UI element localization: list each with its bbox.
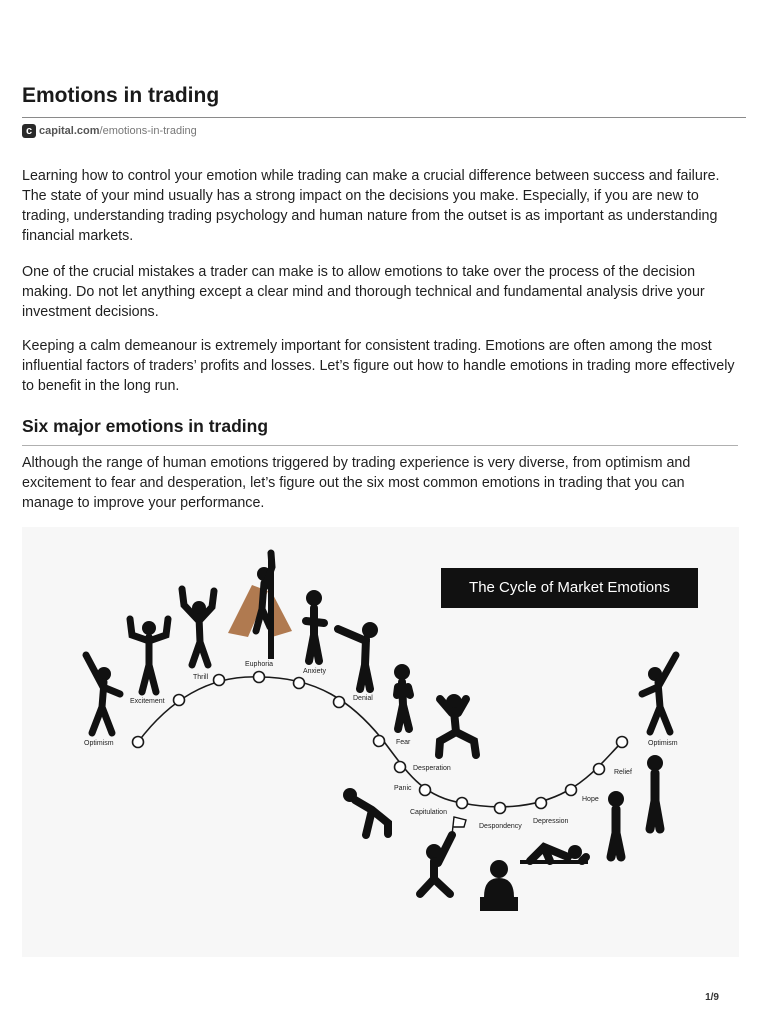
stage-node bbox=[133, 737, 144, 748]
stage-label: Optimism bbox=[648, 740, 678, 747]
stage-node bbox=[294, 678, 305, 689]
intro-paragraph-3: Keeping a calm demeanour is extremely important for consistent trading. Emotions are often among the most influential factors of traders’ profits and losses. Let’s figure out how to handle emotions in trading more effectively to benefit in the long run. bbox=[22, 338, 735, 394]
intro-paragraph-2: One of the crucial mistakes a trader can make is to allow emotions to take over the process of the decision making. Do not let anything except a clear mind and thorough technical and fundamental analysis drive your investment decisions. bbox=[22, 264, 705, 320]
page-title: Emotions in trading bbox=[22, 84, 220, 107]
stage-node bbox=[420, 785, 431, 796]
stage-label: Thrill bbox=[193, 674, 209, 681]
stage-label: Relief bbox=[614, 769, 632, 776]
capitulation-figure bbox=[420, 817, 466, 894]
stage-node bbox=[395, 762, 406, 773]
thrill-figure bbox=[182, 589, 214, 665]
figure-title: The Cycle of Market Emotions bbox=[441, 568, 698, 608]
stage-node bbox=[174, 695, 185, 706]
stage-node bbox=[214, 675, 225, 686]
fear-figure bbox=[394, 664, 410, 729]
stage-label: Capitulation bbox=[410, 809, 447, 816]
intro-paragraph-1: Learning how to control your emotion while trading can make a crucial difference between success and failure. The state of your mind usually has a strong impact on the decisions you make. Especially, if you are new to trading, understanding trading psychology and human nature from the outset is as important as understanding financial markets. bbox=[22, 168, 720, 244]
stage-node bbox=[594, 764, 605, 775]
page-number: 1/9 bbox=[705, 992, 719, 1003]
stage-label: Despondency bbox=[479, 823, 522, 830]
stage-label: Denial bbox=[353, 695, 373, 702]
anxiety-figure bbox=[306, 590, 324, 661]
stage-label: Euphoria bbox=[245, 661, 274, 668]
depression-figure bbox=[520, 845, 588, 864]
stage-node bbox=[617, 737, 628, 748]
emotions-cycle-figure bbox=[22, 527, 739, 957]
stage-label: Depression bbox=[533, 818, 569, 825]
stage-node bbox=[334, 697, 345, 708]
stage-label: Fear bbox=[396, 739, 411, 746]
desperation-figure bbox=[439, 694, 476, 755]
source-domain: capital.com bbox=[39, 125, 100, 137]
section-divider bbox=[22, 445, 738, 446]
stage-label: Desperation bbox=[413, 765, 451, 772]
stage-node bbox=[457, 798, 468, 809]
stage-node bbox=[566, 785, 577, 796]
optimism-figure bbox=[86, 655, 120, 733]
capital-logo-icon: c bbox=[22, 124, 36, 138]
denial-figure bbox=[338, 622, 378, 689]
stage-node bbox=[254, 672, 265, 683]
source-link[interactable] bbox=[22, 123, 197, 139]
title-divider bbox=[22, 117, 746, 118]
euphoria-figure bbox=[228, 551, 292, 659]
stage-node bbox=[495, 803, 506, 814]
excitement-figure bbox=[130, 619, 168, 692]
stage-node bbox=[374, 736, 385, 747]
stage-node bbox=[536, 798, 547, 809]
optimism-right-figure bbox=[642, 655, 676, 732]
hope-figure bbox=[608, 791, 624, 857]
section-heading: Six major emotions in trading bbox=[22, 416, 269, 436]
panic-figure bbox=[343, 788, 388, 835]
section-paragraph: Although the range of human emotions triggered by trading experience is very diverse, from optimism and excitement to fear and desperation, let’s figure out the six most common emotions in trading that you can manage to improve your performance. bbox=[22, 455, 691, 511]
relief-figure bbox=[647, 755, 663, 829]
stage-label: Hope bbox=[582, 796, 599, 803]
source-path: /emotions-in-trading bbox=[99, 125, 197, 137]
stage-label: Panic bbox=[394, 785, 412, 792]
despondency-figure bbox=[480, 860, 518, 911]
stage-label: Anxiety bbox=[303, 668, 326, 675]
stage-label: Optimism bbox=[84, 740, 114, 747]
stage-label: Excitement bbox=[130, 698, 165, 705]
